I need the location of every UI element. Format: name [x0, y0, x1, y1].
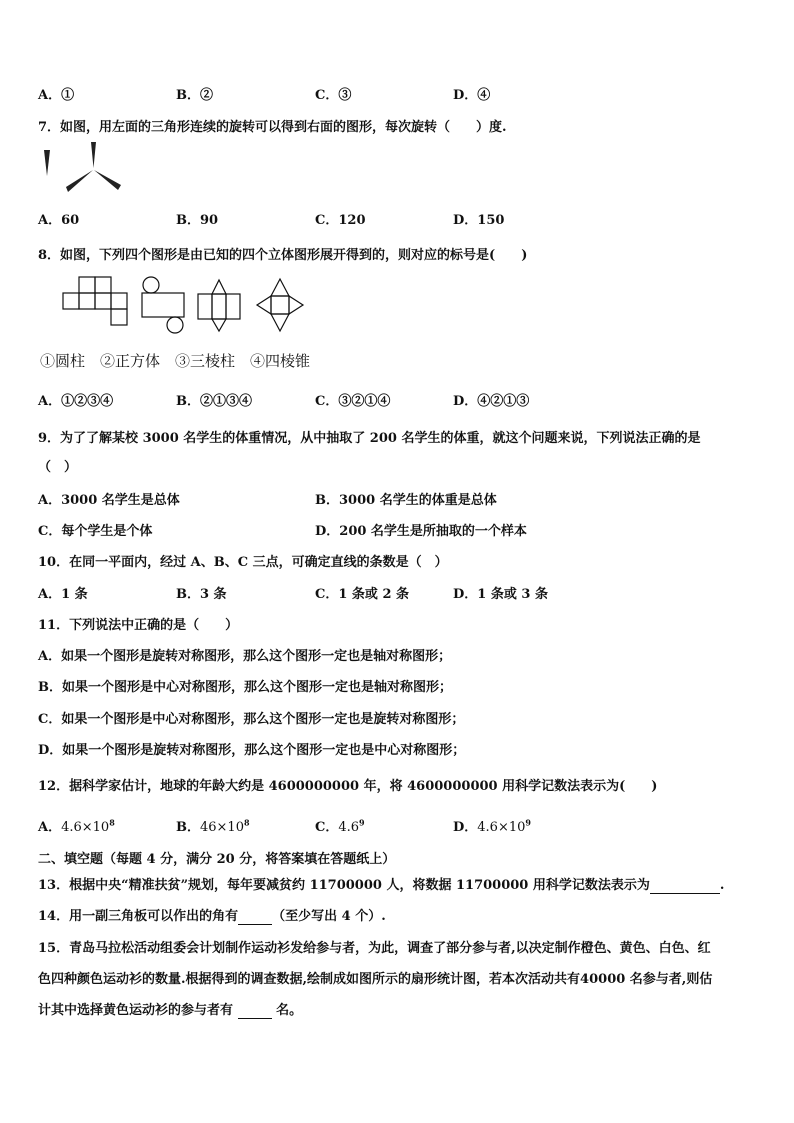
- q10-option-b: B．3 条: [176, 587, 227, 602]
- q10-option-c: C．1 条或 2 条: [315, 587, 410, 602]
- q8-option-a: A．①②③④: [38, 394, 114, 409]
- q10-stem: 10．在同一平面内，经过 A、B、C 三点，可确定直线的条数是（ ）: [38, 555, 448, 570]
- q15-line-1: 15．青岛马拉松活动组委会计划制作运动衫发给参与者，为此，调查了部分参与者,以决定制作橙色、黄色、白色、红: [38, 941, 711, 956]
- q6-option-a: A．①: [38, 88, 75, 103]
- q11-option-d: D．如果一个图形是旋转对称图形，那么这个图形一定也是中心对称图形；: [38, 743, 466, 758]
- q9-option-b: B．3000 名学生的体重是总体: [315, 493, 497, 508]
- q12-option-b: B．$46\times 10^8$: [176, 817, 250, 835]
- q10-option-a: A．1 条: [38, 587, 88, 602]
- section-2-title: 二、填空题（每题 4 分，满分 20 分，将答案填在答题纸上）: [38, 852, 396, 867]
- q9-stem-paren: （ ）: [38, 460, 78, 475]
- q15-line-3: 计其中选择黄色运动衫的参与者有 名。: [38, 1003, 303, 1018]
- q8-option-b: B．②①③④: [176, 394, 252, 409]
- q7-option-a: A．60: [38, 213, 80, 228]
- q7-option-d: D．150: [453, 213, 505, 228]
- q10-option-d: D．1 条或 3 条: [453, 587, 548, 602]
- q7-option-c: C．120: [315, 213, 366, 228]
- q7-option-b: B．90: [176, 213, 219, 228]
- q12-option-c: C．$4.6^9$: [315, 817, 365, 835]
- q8-option-c: C．③②①④: [315, 394, 391, 409]
- q8-solid-labels: ①圆柱 ②正方体 ③三棱柱 ④四棱锥: [40, 352, 311, 370]
- q12-option-d: D．$4.6\times 10^9$: [453, 817, 531, 835]
- single-triangle: [44, 150, 50, 176]
- q11-option-a: A．如果一个图形是旋转对称图形，那么这个图形一定也是轴对称图形；: [38, 649, 452, 664]
- q12-stem: 12．据科学家估计，地球的年龄大约是 4600000000 年，将 4600000000 用科学记数法表示为( ): [38, 779, 658, 794]
- q15-answer-blank: [238, 1003, 272, 1019]
- q9-option-d: D．200 名学生是所抽取的一个样本: [315, 524, 527, 539]
- q15-line-2: 色四种颜色运动衫的数量.根据得到的调查数据,绘制成如图所示的扇形统计图，若本次活动共有40000 名参与者,则估: [38, 972, 713, 987]
- rotated-triangle-2: [94, 170, 121, 190]
- q14-stem: 14．用一副三角板可以作出的角有 （至少写出 4 个）.: [38, 909, 386, 924]
- triangular-prism-net: [198, 280, 240, 331]
- q13-answer-blank: [650, 878, 720, 894]
- q9-stem: 9．为了了解某校 3000 名学生的体重情况，从中抽取了 200 名学生的体重，就这个问题来说，下列说法正确的是: [38, 431, 701, 446]
- q12-option-a: A．$4.6\times 10^8$: [38, 817, 115, 835]
- q7-stem: 7．如图，用左面的三角形连续的旋转可以得到右面的图形，每次旋转（ ）度.: [38, 120, 507, 135]
- cube-net: [63, 277, 127, 325]
- rotated-triangle-1: [91, 142, 96, 168]
- q9-option-c: C．每个学生是个体: [38, 524, 153, 539]
- q8-stem: 8．如图，下列四个图形是由已知的四个立体图形展开得到的，则对应的标号是( ): [38, 248, 528, 263]
- q11-option-b: B．如果一个图形是中心对称图形，那么这个图形一定也是轴对称图形；: [38, 680, 452, 695]
- square-pyramid-net: [257, 279, 303, 331]
- q8-nets-figure: [60, 276, 310, 334]
- cylinder-net: [142, 277, 184, 333]
- q11-option-c: C．如果一个图形是中心对称图形，那么这个图形一定也是旋转对称图形；: [38, 712, 465, 727]
- q6-option-c: C．③: [315, 88, 352, 103]
- q8-option-d: D．④②①③: [453, 394, 530, 409]
- q6-option-b: B．②: [176, 88, 213, 103]
- q9-option-a: A．3000 名学生是总体: [38, 493, 180, 508]
- q6-option-d: D．④: [453, 88, 491, 103]
- q13-stem: 13．根据中央“精准扶贫”规划，每年要减贫约 11700000 人，将数据 11700000 用科学记数法表示为 .: [38, 878, 725, 893]
- rotated-triangle-3: [66, 170, 93, 192]
- q14-answer-blank: [238, 909, 272, 925]
- q11-stem: 11．下列说法中正确的是（ ）: [38, 618, 239, 633]
- q7-figure: [38, 140, 128, 198]
